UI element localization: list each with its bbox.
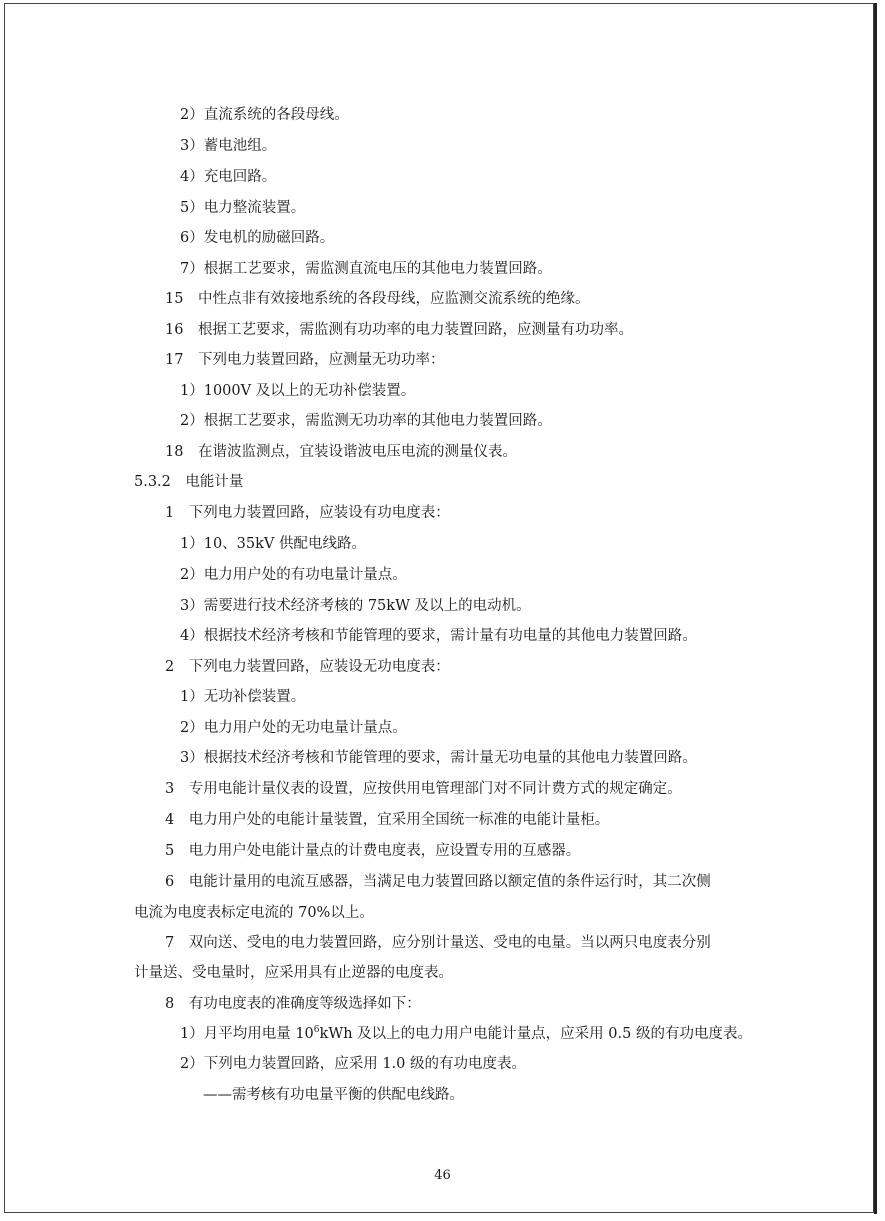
- text-line: 2）电力用户处的无功电量计量点。: [180, 720, 407, 736]
- section-heading: 5.3.2 电能计量: [134, 474, 244, 490]
- text-line: 电流为电度表标定电流的 70%以上。: [134, 905, 374, 921]
- text-line: 2）电力用户处的有功电量计量点。: [180, 567, 407, 583]
- text-fragment: 1）月平均用电量 10: [180, 1026, 314, 1042]
- text-line: 7 双向送、受电的电力装置回路，应分别计量送、受电的电量。当以两只电度表分别: [165, 935, 711, 951]
- text-line: 2）直流系统的各段母线。: [180, 107, 349, 123]
- text-line: 3）蓄电池组。: [180, 138, 277, 154]
- text-line: [180, 1024, 752, 1044]
- text-line: 16 根据工艺要求，需监测有功功率的电力装置回路，应测量有功功率。: [165, 322, 633, 338]
- text-line: 计量送、受电量时，应采用具有止逆器的电度表。: [134, 965, 453, 981]
- text-line: 1）10、35kV 供配电线路。: [180, 536, 366, 552]
- text-line: 6 电能计量用的电流互感器，当满足电力装置回路以额定值的条件运行时，其二次侧: [165, 874, 711, 890]
- text-line: ——需考核有功电量平衡的供配电线路。: [203, 1087, 464, 1103]
- text-line: 5 电力用户处电能计量点的计费电度表，应设置专用的互感器。: [165, 843, 581, 859]
- text-line: 8 有功电度表的准确度等级选择如下：: [165, 996, 421, 1012]
- text-line: 2）根据工艺要求，需监测无功功率的其他电力装置回路。: [180, 413, 552, 429]
- text-line: 1）1000V 及以上的无功补偿装置。: [180, 383, 416, 399]
- text-line: 4）充电回路。: [180, 169, 277, 185]
- text-line: 2 下列电力装置回路，应装设无功电度表：: [165, 659, 450, 675]
- text-line: 6）发电机的励磁回路。: [180, 230, 335, 246]
- text-line: 15 中性点非有效接地系统的各段母线，应监测交流系统的绝缘。: [165, 291, 590, 307]
- text-line: 17 下列电力装置回路，应测量无功功率：: [165, 352, 445, 368]
- page-number: 46: [434, 1168, 451, 1183]
- text-line: 5）电力整流装置。: [180, 200, 306, 216]
- text-line: 2）下列电力装置回路，应采用 1.0 级的有功电度表。: [180, 1056, 527, 1072]
- text-line: 1）无功补偿装置。: [180, 689, 306, 705]
- text-fragment: kWh 及以上的电力用户电能计量点，应采用 0.5 级的有功电度表。: [319, 1026, 752, 1042]
- text-line: 3 专用电能计量仪表的设置，应按供用电管理部门对不同计费方式的规定确定。: [165, 781, 682, 797]
- superscript-exponent: 6: [313, 1025, 320, 1035]
- text-line: 1 下列电力装置回路，应装设有功电度表：: [165, 505, 450, 521]
- text-line: 3）需要进行技术经济考核的 75kW 及以上的电动机。: [180, 598, 531, 614]
- text-line: 4）根据技术经济考核和节能管理的要求，需计量有功电量的其他电力装置回路。: [180, 628, 697, 644]
- text-line: 7）根据工艺要求，需监测直流电压的其他电力装置回路。: [180, 261, 552, 277]
- text-line: 4 电力用户处的电能计量装置，宜采用全国统一标准的电能计量柜。: [165, 812, 610, 828]
- text-line: 3）根据技术经济考核和节能管理的要求，需计量无功电量的其他电力装置回路。: [180, 750, 697, 766]
- text-line: 18 在谐波监测点，宜装设谐波电压电流的测量仪表。: [165, 444, 517, 460]
